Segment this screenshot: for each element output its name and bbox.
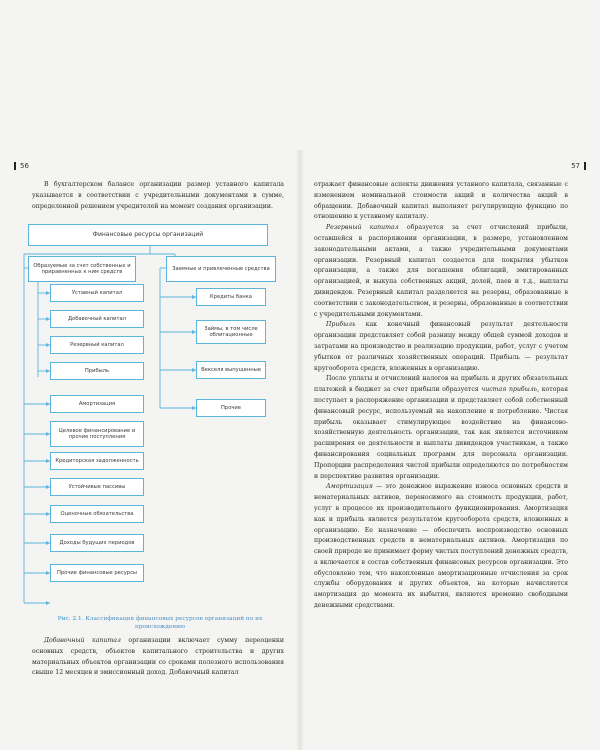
right-body-text: отражает финансовые аспекты движения уставного капитала, связанные с изменением номинальной стоимости акций и количества акций в обращении. Добавочный капитал выполняет регулирующую функцию по отношению к уставному капиталу. Резервный капитал образуется за счет отчислений прибыли, оставшейся в распоряжении организации, в размере, установленном законодательными актами, а также учредительными документами организации. Резервный капитал создается для покрытия убытков организации, а также для погашения облигаций, эмитированных организацией, и выкупа собственных акций, долей, паев и т.д., выплаты дивидендов. Резервный капитал разделяется на резервы, образованные в соответствии с законодательством, и резервы, образованные в соответствии с учредительными документами. Прибыль как конечный финансовый результат деятельности организации представляет собой разницу между общей суммой доходов и затратами на производство и реализацию продукции, работ, услуг с учетом убытков от различных хозяйственных операций. Прибыль — результат кругооборота средств, вложенных в организацию. После уплаты и отчислений налогов на прибыль и других обязательных платежей в бюджет за счет прибыли образуется чистая прибыль, которая поступает в распоряжение организации и представляет собой собственный финансовый ресурс, используемый на накопление и потребление. Чистая прибыль оказывает стимулирующее воздействие на финансово-хозяйственную деятельность организации, так как является источником расширения ее деятельности и выплаты дивидендов участникам, а также финансирования социальных программ для персонала организации. Пропорции распределения чистой прибыли определяются по потребностям и перспективе развития организации. Амортизация — это денежное выражение износа основных средств и нематериальных активов, переносимого на стоимость продукции, работ, услуг в процессе их производительного функционирования. Амортизация как и прибыль является результатом кругооборота средств, вложенных в организацию. Ее назначение — обеспечить воспроизводство основных производственных средств и нематериальных активов. Амортизация по своей природе не принимает форму чистых поступлений денежных средств, а включается в состав собственных финансовых ресурсов организации. Это обусловлено тем, что накопленные амортизационные отчисления за срок службы оборудования и других объектов, на которые начисляется амортизация до момента их выбытия, являются временно свободными денежными средствами. bbox=[314, 181, 568, 610]
diagram-item-box: Добавочный капитал bbox=[50, 310, 144, 328]
diagram-right-group-box: Заемные и привлеченные средства bbox=[166, 256, 276, 282]
diagram-item-box: Прочие bbox=[196, 399, 266, 417]
diagram-left-group-box: Образуемые за счет собственных и приравненных к ним средств bbox=[28, 256, 136, 282]
diagram-item-box: Уставный капитал bbox=[50, 284, 144, 302]
diagram-item-box: Устойчивые пассивы bbox=[50, 478, 144, 496]
figure-caption: Рис. 2.1. Классификация финансовых ресурсов организаций по их происхождению bbox=[57, 616, 263, 630]
diagram-item-box: Займы, в том числе облигационные bbox=[196, 320, 266, 344]
diagram-item-box: Кредиты банка bbox=[196, 288, 266, 306]
diagram-item-box: Векселя выпущенные bbox=[196, 361, 266, 379]
left-intro-text: В бухгалтерском балансе организации размер уставного капитала указывается в соответствии с учредительными документами в сумме, определенной решением учредителей на момент создания организации. bbox=[32, 181, 284, 210]
diagram-item-box: Амортизация bbox=[50, 395, 144, 413]
diagram-item-box: Целевое финансирование и прочие поступления bbox=[50, 421, 144, 447]
page-marker bbox=[584, 162, 586, 170]
left-page bbox=[0, 150, 298, 750]
diagram-item-box: Кредиторская задолженность bbox=[50, 452, 144, 470]
diagram-root-box: Финансовые ресурсы организаций bbox=[28, 224, 268, 246]
diagram-item-box: Оценочные обязательства bbox=[50, 505, 144, 523]
left-bottom-text: Добавочный капитал организации включает сумму переоценки основных средств, объектов капитального строительства и других материальных объектов организации со сроками полезного использования свыше 12 месяцев и эмиссионный доход. Добавочный капитал bbox=[32, 637, 284, 677]
right-page-number: 57 bbox=[571, 162, 586, 170]
diagram-item-box: Доходы будущих периодов bbox=[50, 534, 144, 552]
left-page-number: 56 bbox=[14, 162, 29, 170]
right-page bbox=[302, 150, 600, 750]
diagram-item-box: Прибыль bbox=[50, 362, 144, 380]
diagram-item-box: Прочие финансовые ресурсы bbox=[50, 564, 144, 582]
diagram-item-box: Резервный капитал bbox=[50, 336, 144, 354]
